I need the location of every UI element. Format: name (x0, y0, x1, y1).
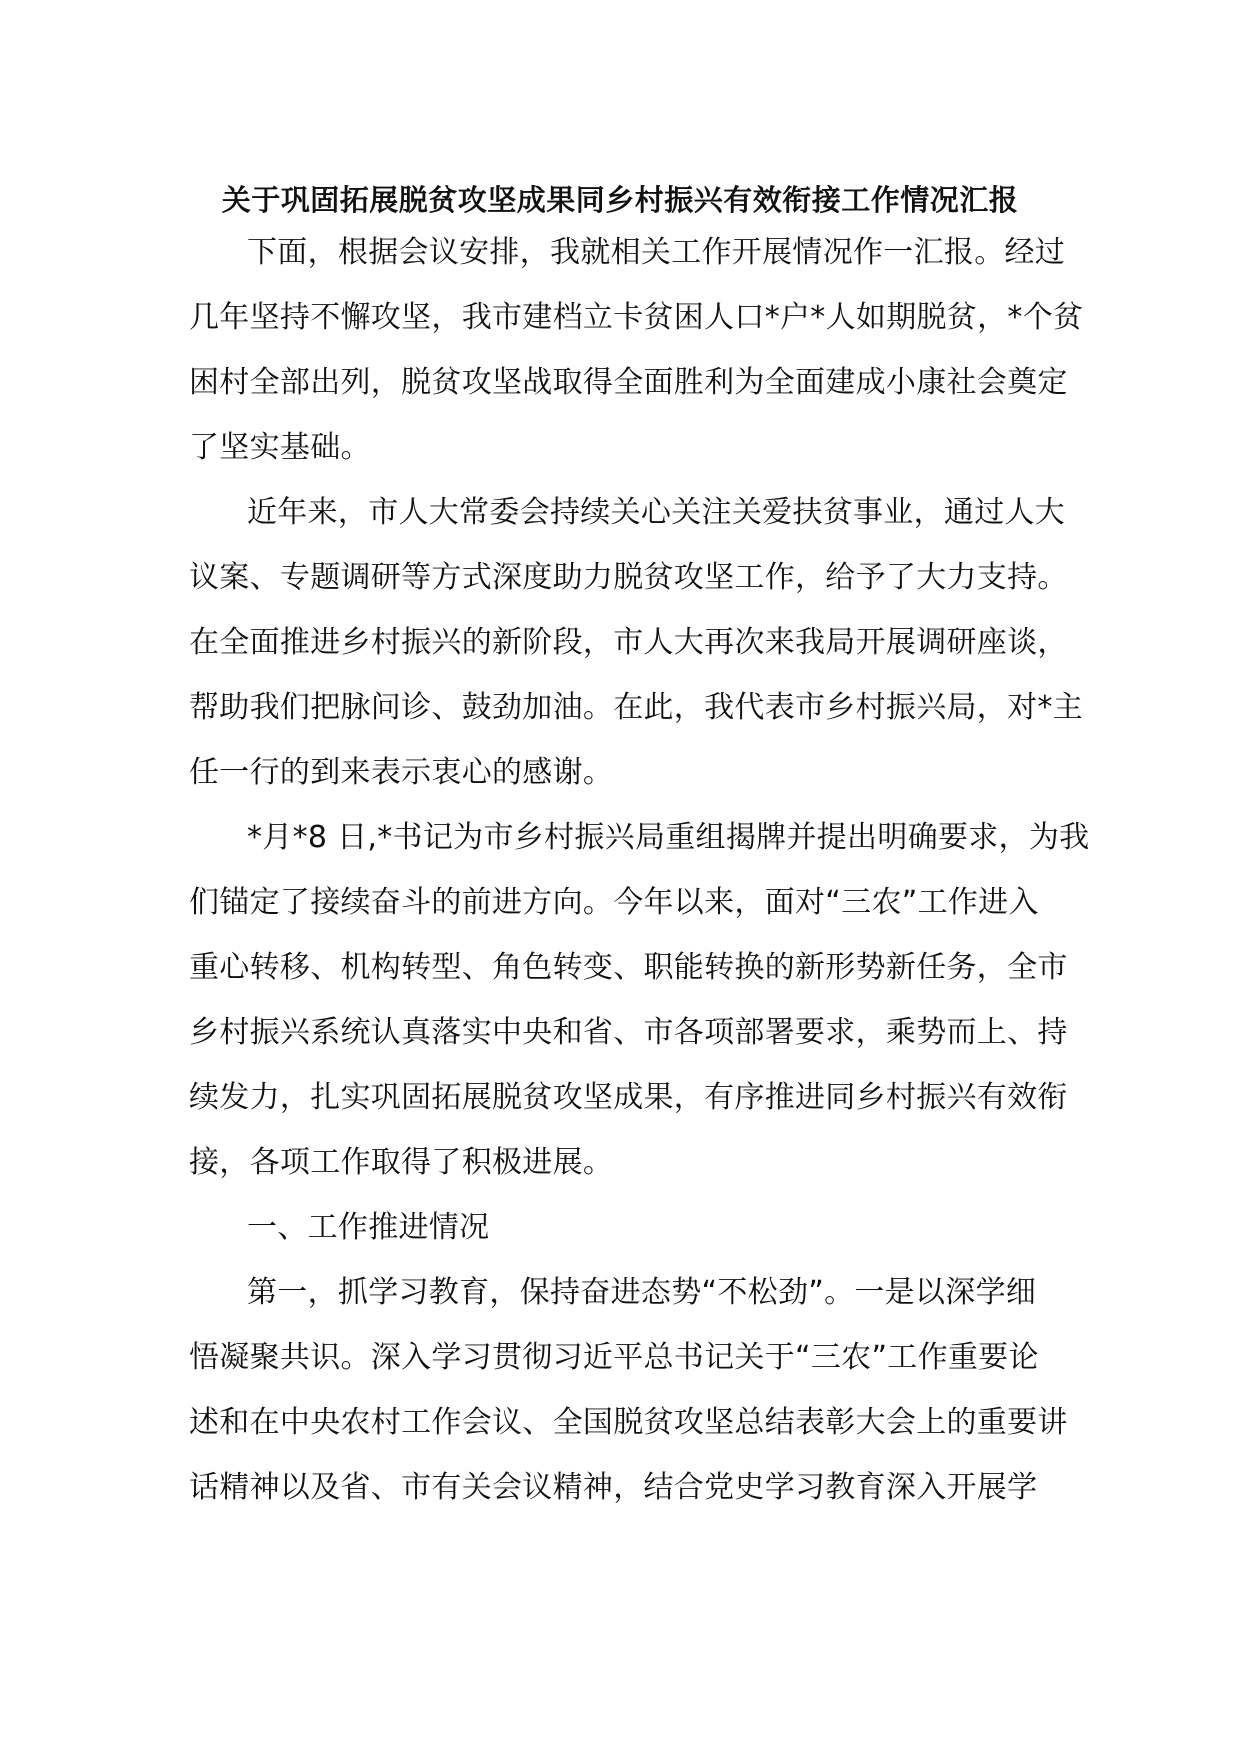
text-line: 们锚定了接续奋斗的前进方向。今年以来，面对“三农”工作进入 (189, 885, 1039, 920)
text-line: 近年来，市人大常委会持续关心关注关爱扶贫事业，通过人大 (247, 495, 1066, 530)
text-line: 重心转移、机构转型、角色转变、职能转换的新形势新任务，全市 (189, 950, 1068, 985)
text-line: 任一行的到来表示衷心的感谢。 (189, 755, 614, 790)
paragraph-thanks (189, 480, 1083, 805)
text-line: 在全面推进乡村振兴的新阶段，市人大再次来我局开展调研座谈， (189, 625, 1068, 660)
document-title: 关于巩固拓展脱贫攻坚成果同乡村振兴有效衔接工作情况汇报 (221, 183, 1019, 217)
paragraph-intro (189, 220, 1084, 480)
text-line: *月*8 日,*书记为市乡村振兴局重组揭牌并提出明确要求，为我 (247, 820, 1090, 855)
text-line: 帮助我们把脉问诊、鼓劲加油。在此，我代表市乡村振兴局，对*主 (189, 690, 1083, 725)
text-line: 几年坚持不懈攻坚，我市建档立卡贫困人口*户*人如期脱贫，*个贫 (189, 300, 1084, 335)
text-line: 续发力，扎实巩固拓展脱贫攻坚成果，有序推进同乡村振兴有效衔 (189, 1080, 1068, 1115)
text-line: 述和在中央农村工作会议、全国脱贫攻坚总结表彰大会上的重要讲 (189, 1405, 1068, 1440)
section-heading (189, 1195, 1069, 1260)
text-line: 了坚实基础。 (189, 430, 371, 465)
text-line: 困村全部出列，脱贫攻坚战取得全面胜利为全面建成小康社会奠定 (189, 365, 1068, 400)
section-heading-text: 一、工作推进情况 (247, 1210, 490, 1245)
text-line: 下面，根据会议安排，我就相关工作开展情况作一汇报。经过 (247, 235, 1066, 270)
text-line: 第一，抓学习教育，保持奋进态势“不松劲”。一是以深学细 (247, 1275, 1037, 1310)
paragraph-progress (189, 805, 1090, 1195)
paragraph-first-point (189, 1260, 1069, 1520)
text-line: 悟凝聚共识。深入学习贯彻习近平总书记关于“三农”工作重要论 (189, 1340, 1039, 1375)
text-line: 接，各项工作取得了积极进展。 (189, 1145, 614, 1180)
text-line: 乡村振兴系统认真落实中央和省、市各项部署要求，乘势而上、持 (189, 1015, 1068, 1050)
text-line: 话精神以及省、市有关会议精神，结合党史学习教育深入开展学 (189, 1470, 1038, 1505)
document-body (189, 220, 1090, 1520)
text-line: 议案、专题调研等方式深度助力脱贫攻坚工作，给予了大力支持。 (189, 560, 1068, 595)
